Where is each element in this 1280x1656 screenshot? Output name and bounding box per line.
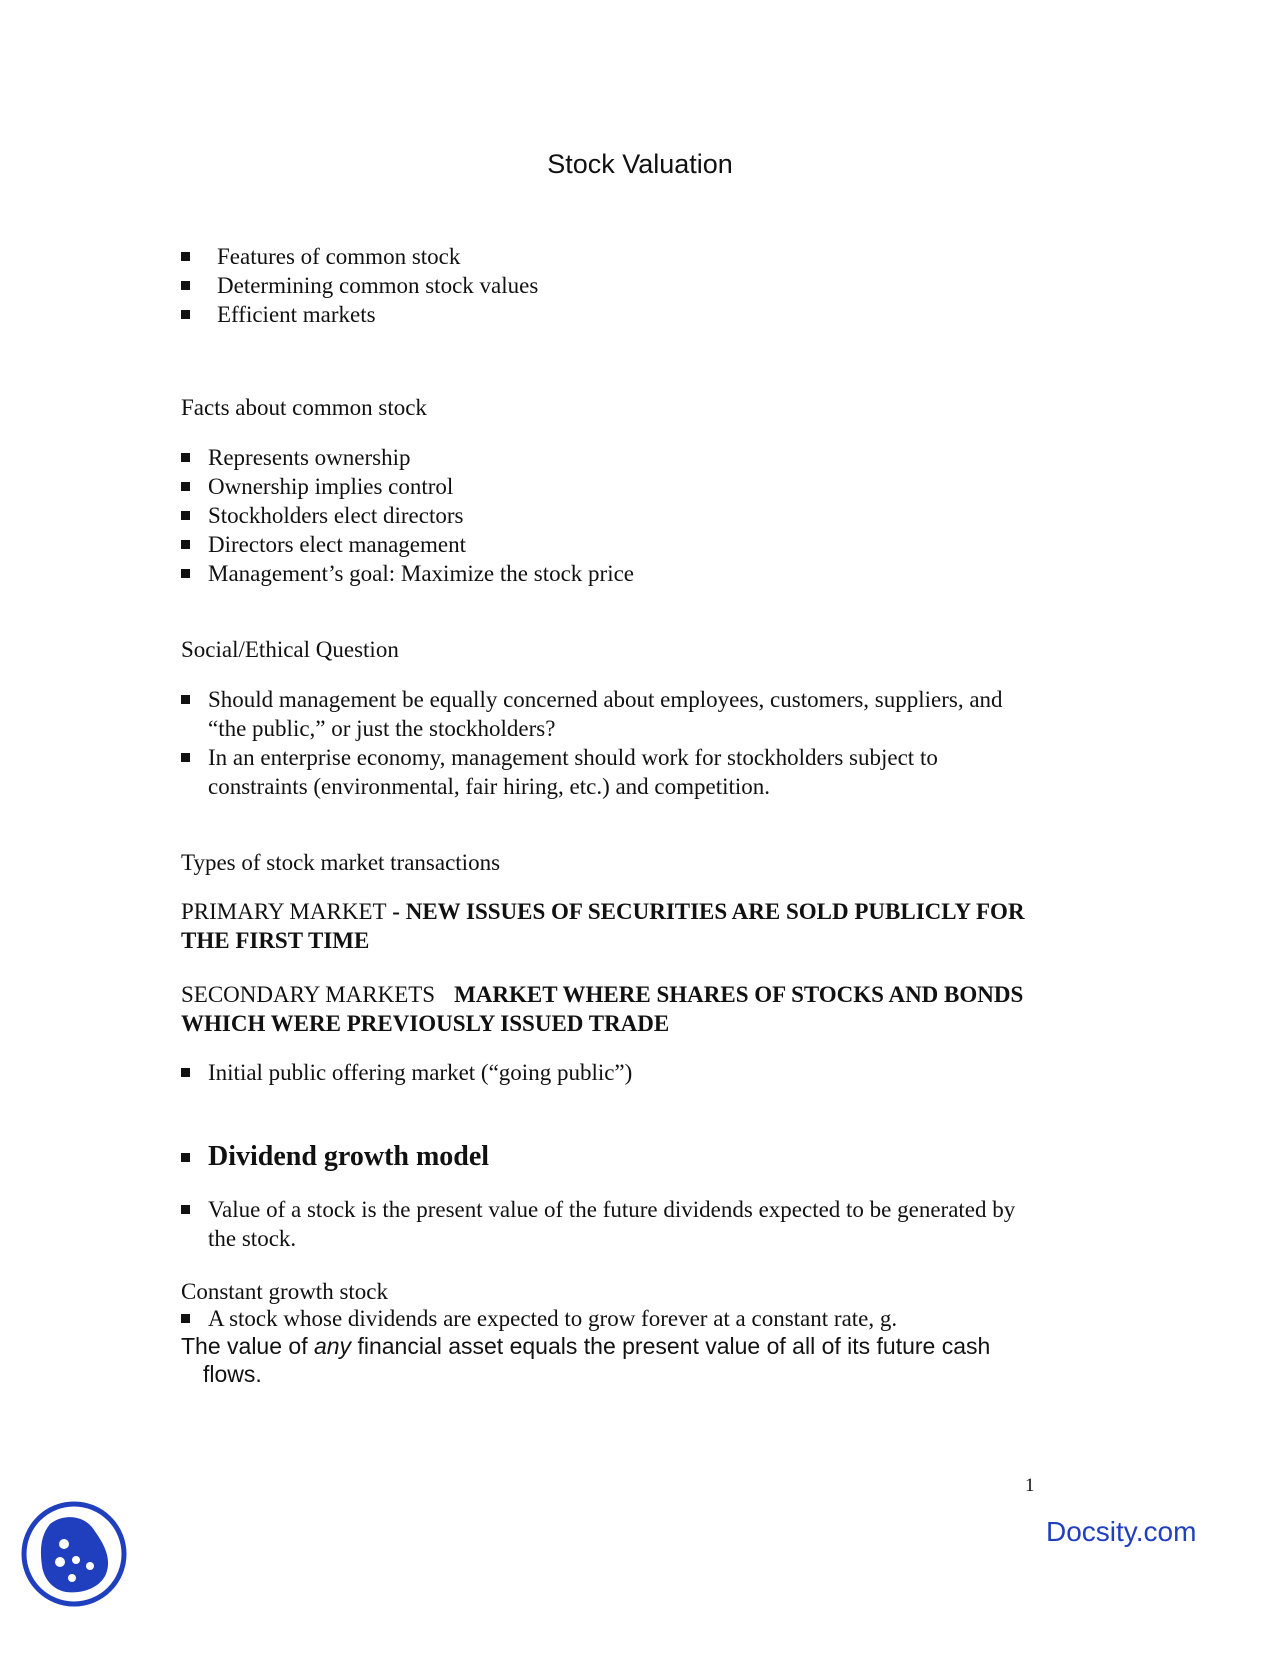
square-bullet-icon	[181, 695, 190, 704]
square-bullet-icon	[181, 252, 190, 261]
square-bullet-icon	[181, 569, 190, 578]
list-item: Determining common stock values	[181, 271, 1081, 300]
list-item: Initial public offering market (“going public”)	[181, 1058, 1041, 1087]
constant-list	[181, 1304, 1041, 1333]
square-bullet-icon	[181, 540, 190, 549]
list-item: Ownership implies control	[181, 472, 1081, 501]
square-bullet-icon	[181, 511, 190, 520]
docsity-logo-icon	[20, 1500, 128, 1608]
list-item: Represents ownership	[181, 443, 1081, 472]
square-bullet-icon	[181, 1068, 190, 1077]
list-item: Should management be equally concerned about employees, customers, suppliers, and “the public,” or just the stockholders?	[181, 685, 1041, 743]
list-item: A stock whose dividends are expected to grow forever at a constant rate, g.	[181, 1304, 1041, 1333]
list-item: In an enterprise economy, management should work for stockholders subject to constraints (environmental, fair hiring, etc.) and competition.	[181, 743, 1041, 801]
page-number: 1	[1025, 1475, 1035, 1496]
dividend-list	[181, 1195, 1041, 1253]
primary-market-label: PRIMARY MARKET	[181, 899, 387, 924]
square-bullet-icon	[181, 753, 190, 762]
secondary-market-definition	[181, 980, 1041, 1038]
section-heading-constant: Constant growth stock	[181, 1279, 388, 1304]
ipo-list	[181, 1058, 1041, 1087]
list-item: Efficient markets	[181, 300, 1081, 329]
outline-list	[181, 242, 1081, 329]
primary-market-definition	[181, 897, 1041, 955]
list-item: Management’s goal: Maximize the stock price	[181, 559, 1081, 588]
docsity-brand-link[interactable]: Docsity.com	[1046, 1516, 1197, 1547]
section-heading-social: Social/Ethical Question	[181, 637, 399, 662]
list-item: Value of a stock is the present value of the future dividends expected to be generated by the stock.	[181, 1195, 1041, 1253]
list-item: Stockholders elect directors	[181, 501, 1081, 530]
square-bullet-icon	[181, 281, 190, 290]
square-bullet-icon	[181, 310, 190, 319]
primary-market-text: - NEW ISSUES OF SECURITIES ARE SOLD PUBLICLY FOR THE FIRST TIME	[181, 899, 1025, 953]
section-heading-dividend: Dividend growth model	[181, 1140, 1280, 1174]
square-bullet-icon	[181, 1314, 190, 1323]
square-bullet-icon	[181, 482, 190, 491]
secondary-market-text: MARKET WHERE SHARES OF STOCKS AND BONDS WHICH WERE PREVIOUSLY ISSUED TRADE	[181, 982, 1024, 1036]
page-title: Stock Valuation	[547, 149, 733, 179]
square-bullet-icon	[181, 453, 190, 462]
facts-list	[181, 443, 1081, 588]
list-item: Features of common stock	[181, 242, 1081, 271]
section-heading-facts: Facts about common stock	[181, 395, 427, 420]
social-list	[181, 685, 1041, 801]
financial-asset-paragraph: The value of any financial asset equals the present value of all of its future cash flows.	[181, 1333, 991, 1387]
square-bullet-icon	[181, 1153, 190, 1162]
list-item: Directors elect management	[181, 530, 1081, 559]
secondary-market-label: SECONDARY MARKETS	[181, 982, 436, 1007]
section-heading-transactions: Types of stock market transactions	[181, 850, 501, 875]
square-bullet-icon	[181, 1205, 190, 1214]
